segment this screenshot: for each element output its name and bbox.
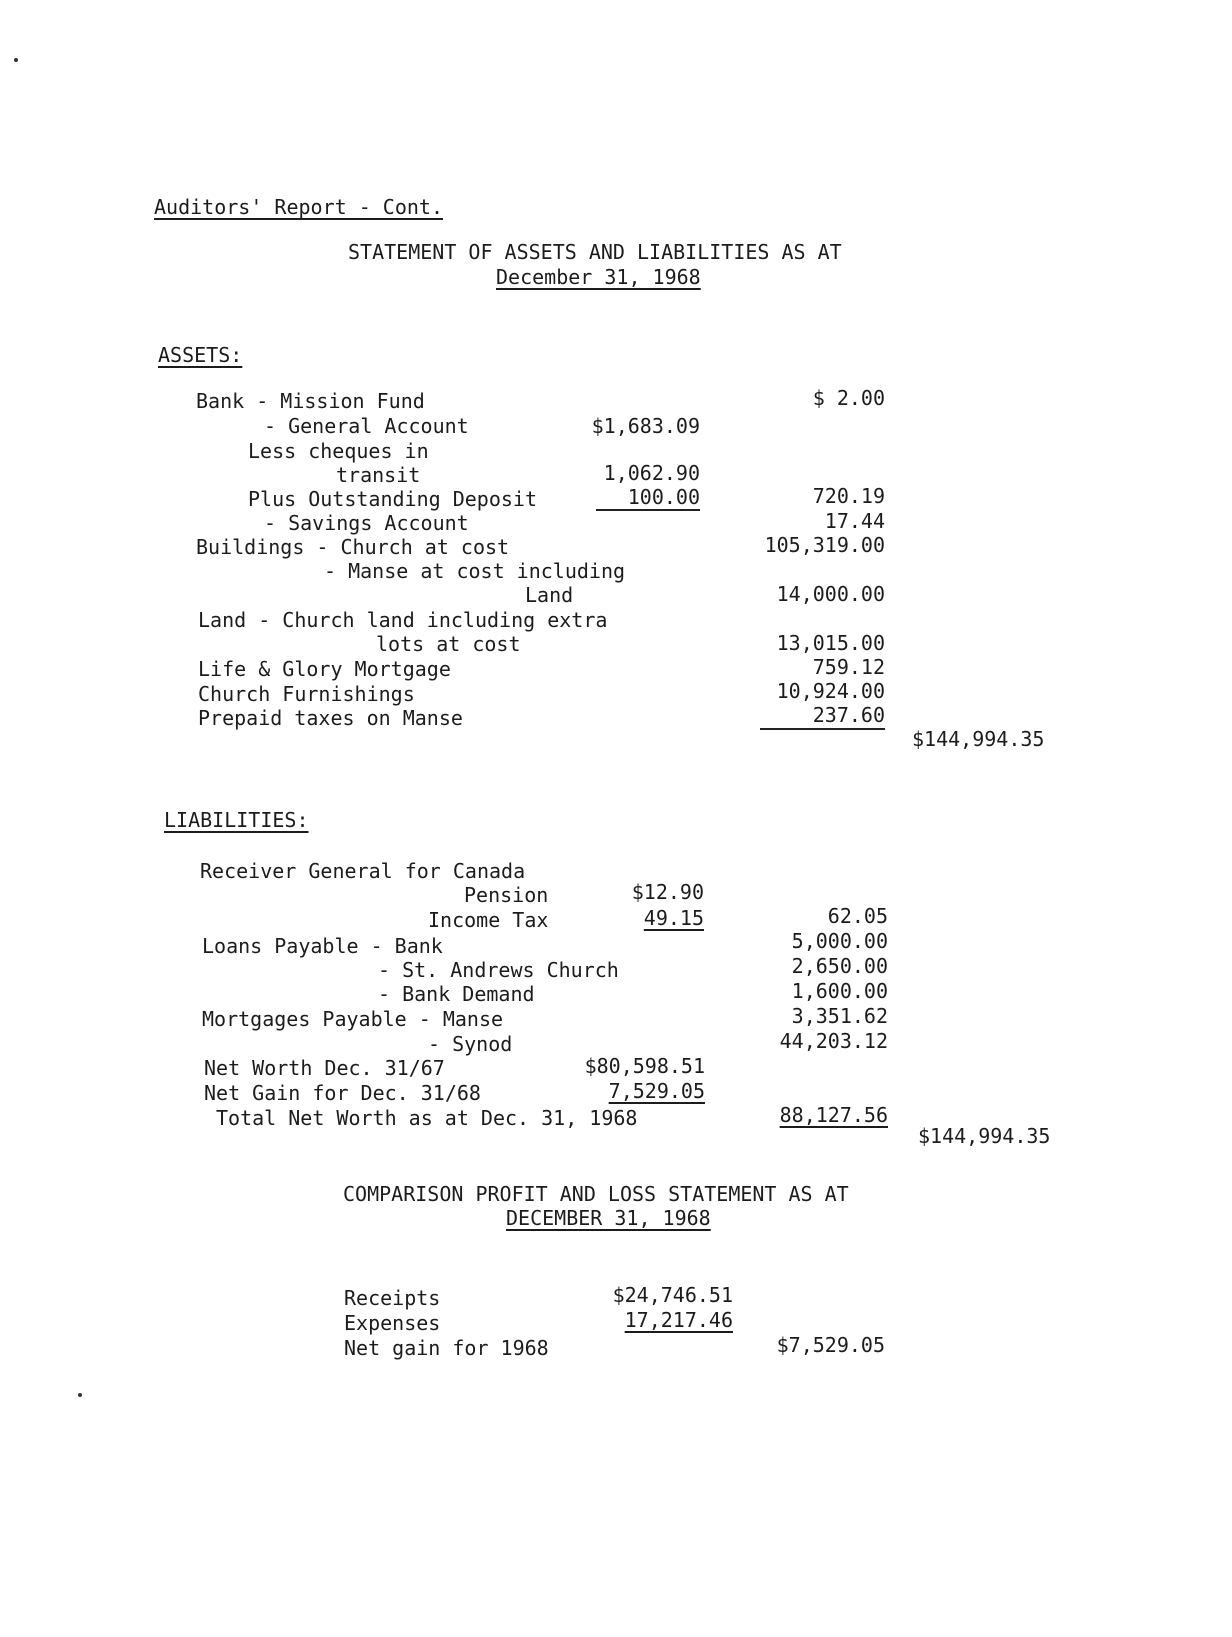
assets-line-label: Less cheques in xyxy=(248,439,429,463)
liabilities-line-label: Mortgages Payable - Manse xyxy=(202,1007,504,1031)
assets-line-col2: 720.19 xyxy=(812,484,885,508)
profit-loss-line-col1: $24,746.51 xyxy=(612,1283,733,1307)
assets-line-label: Plus Outstanding Deposit xyxy=(248,487,537,511)
assets-line-col1: 1,062.90 xyxy=(603,461,700,485)
assets-line-col2: 10,924.00 xyxy=(776,679,885,703)
subtotal-rule xyxy=(596,509,700,511)
report-header: Auditors' Report - Cont. xyxy=(154,195,443,219)
profit-loss-line-col2: $7,529.05 xyxy=(776,1333,885,1357)
assets-heading: ASSETS: xyxy=(158,343,243,367)
liabilities-line-label: Income Tax xyxy=(428,908,549,932)
liabilities-line-label: - Bank Demand xyxy=(378,982,535,1006)
liabilities-line-label: Net Worth Dec. 31/67 xyxy=(204,1056,445,1080)
assets-line-label: transit xyxy=(336,463,421,487)
assets-line-col1: $1,683.09 xyxy=(591,414,700,438)
profit-loss-line-label: Net gain for 1968 xyxy=(344,1336,549,1360)
scan-speck xyxy=(78,1393,82,1397)
assets-line-label: Buildings - Church at cost xyxy=(196,535,510,559)
assets-line-label: Life & Glory Mortgage xyxy=(198,657,451,681)
liabilities-line-label: Total Net Worth as at Dec. 31, 1968 xyxy=(216,1106,638,1130)
liabilities-line-label: Loans Payable - Bank xyxy=(202,934,443,958)
balance-sheet-title: STATEMENT OF ASSETS AND LIABILITIES AS AT xyxy=(348,240,842,264)
liabilities-total: $144,994.35 xyxy=(918,1124,1051,1148)
subtotal-rule xyxy=(760,728,885,730)
liabilities-line-col2: 62.05 xyxy=(827,904,888,928)
assets-line-col2: 14,000.00 xyxy=(776,582,885,606)
assets-line-col1: 100.00 xyxy=(627,485,700,509)
profit-loss-title: COMPARISON PROFIT AND LOSS STATEMENT AS AT xyxy=(343,1182,849,1206)
assets-total: $144,994.35 xyxy=(912,727,1045,751)
assets-line-col2: 17.44 xyxy=(824,509,885,533)
assets-line-label: Land xyxy=(525,583,574,607)
liabilities-line-label: Receiver General for Canada xyxy=(200,859,526,883)
profit-loss-line-label: Expenses xyxy=(344,1311,441,1335)
liabilities-line-col1: 7,529.05 xyxy=(608,1079,705,1103)
liabilities-line-col2: 5,000.00 xyxy=(791,929,888,953)
liabilities-heading: LIABILITIES: xyxy=(164,808,309,832)
assets-line-col2: 105,319.00 xyxy=(764,533,885,557)
liabilities-line-col1: $80,598.51 xyxy=(584,1054,705,1078)
assets-line-label: - Manse at cost including xyxy=(324,559,626,583)
liabilities-line-col2: 1,600.00 xyxy=(791,979,888,1003)
assets-line-label: Bank - Mission Fund xyxy=(196,389,425,413)
assets-line-col2: 13,015.00 xyxy=(776,631,885,655)
assets-line-label: - Savings Account xyxy=(264,511,469,535)
assets-line-label: Prepaid taxes on Manse xyxy=(198,706,463,730)
liabilities-line-col2: 44,203.12 xyxy=(779,1029,888,1053)
liabilities-line-col2: 3,351.62 xyxy=(791,1004,888,1028)
liabilities-line-label: Pension xyxy=(464,883,549,907)
balance-sheet-date: December 31, 1968 xyxy=(496,265,701,289)
assets-line-col2: 237.60 xyxy=(812,703,885,727)
liabilities-line-col2: 88,127.56 xyxy=(779,1103,888,1127)
liabilities-line-label: - St. Andrews Church xyxy=(378,958,619,982)
assets-line-label: lots at cost xyxy=(376,632,521,656)
liabilities-line-col2: 2,650.00 xyxy=(791,954,888,978)
profit-loss-date: DECEMBER 31, 1968 xyxy=(506,1206,711,1230)
liabilities-line-col1: 49.15 xyxy=(643,906,704,930)
assets-line-label: Church Furnishings xyxy=(198,682,415,706)
profit-loss-line-col1: 17,217.46 xyxy=(624,1308,733,1332)
profit-loss-line-label: Receipts xyxy=(344,1286,441,1310)
assets-line-col2: $ 2.00 xyxy=(812,386,885,410)
scan-speck xyxy=(14,58,18,62)
liabilities-line-label: Net Gain for Dec. 31/68 xyxy=(204,1081,481,1105)
liabilities-line-col1: $12.90 xyxy=(631,880,704,904)
assets-line-col2: 759.12 xyxy=(812,655,885,679)
liabilities-line-label: - Synod xyxy=(428,1032,513,1056)
assets-line-label: Land - Church land including extra xyxy=(198,608,608,632)
assets-line-label: - General Account xyxy=(264,414,469,438)
